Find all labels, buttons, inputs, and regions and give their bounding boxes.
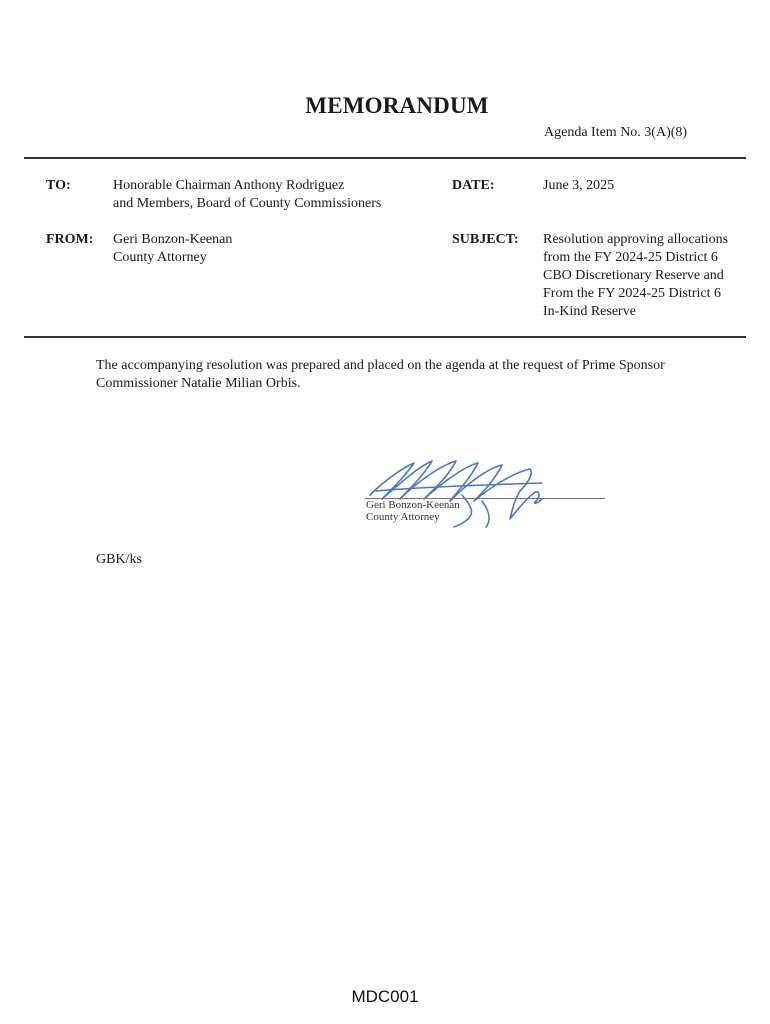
body-line-1: The accompanying resolution was prepared and placed on the agenda at the request of Prime Sponsor xyxy=(96,358,665,373)
from-value xyxy=(113,231,232,267)
subject-line-4: From the FY 2024-25 District 6 xyxy=(543,286,721,301)
typist-initials: GBK/ks xyxy=(96,552,142,567)
to-label: TO: xyxy=(46,178,71,193)
signature-block xyxy=(362,455,612,535)
subject-line-1: Resolution approving allocations xyxy=(543,232,729,247)
subject-line-3: CBO Discretionary Reserve and xyxy=(543,268,724,283)
date-value: June 3, 2025 xyxy=(543,178,615,193)
to-value xyxy=(113,177,381,213)
subject-value xyxy=(543,231,728,321)
signature-title: County Attorney xyxy=(366,511,440,523)
header-rule-top xyxy=(24,157,746,159)
to-line-2: and Members, Board of County Commissioners xyxy=(113,196,382,211)
from-label: FROM: xyxy=(46,232,94,247)
subject-line-5: In-Kind Reserve xyxy=(543,304,636,319)
date-label: DATE: xyxy=(452,178,495,193)
agenda-item-number: Agenda Item No. 3(A)(8) xyxy=(544,125,688,140)
handwritten-signature xyxy=(362,455,612,535)
from-line-1: Geri Bonzon-Keenan xyxy=(113,232,233,247)
body-line-2: Commissioner Natalie Milian Orbis. xyxy=(96,376,301,391)
header-rule-bottom xyxy=(24,336,746,338)
signature-name: Geri Bonzon-Keenan xyxy=(366,499,460,511)
from-line-2: County Attorney xyxy=(113,250,207,265)
page-title: MEMORANDUM xyxy=(305,93,489,118)
body-paragraph xyxy=(96,357,665,393)
footer-code: MDC001 xyxy=(351,987,419,1006)
subject-line-2: from the FY 2024-25 District 6 xyxy=(543,250,718,265)
subject-label: SUBJECT: xyxy=(452,232,519,247)
to-line-1: Honorable Chairman Anthony Rodriguez xyxy=(113,178,345,193)
